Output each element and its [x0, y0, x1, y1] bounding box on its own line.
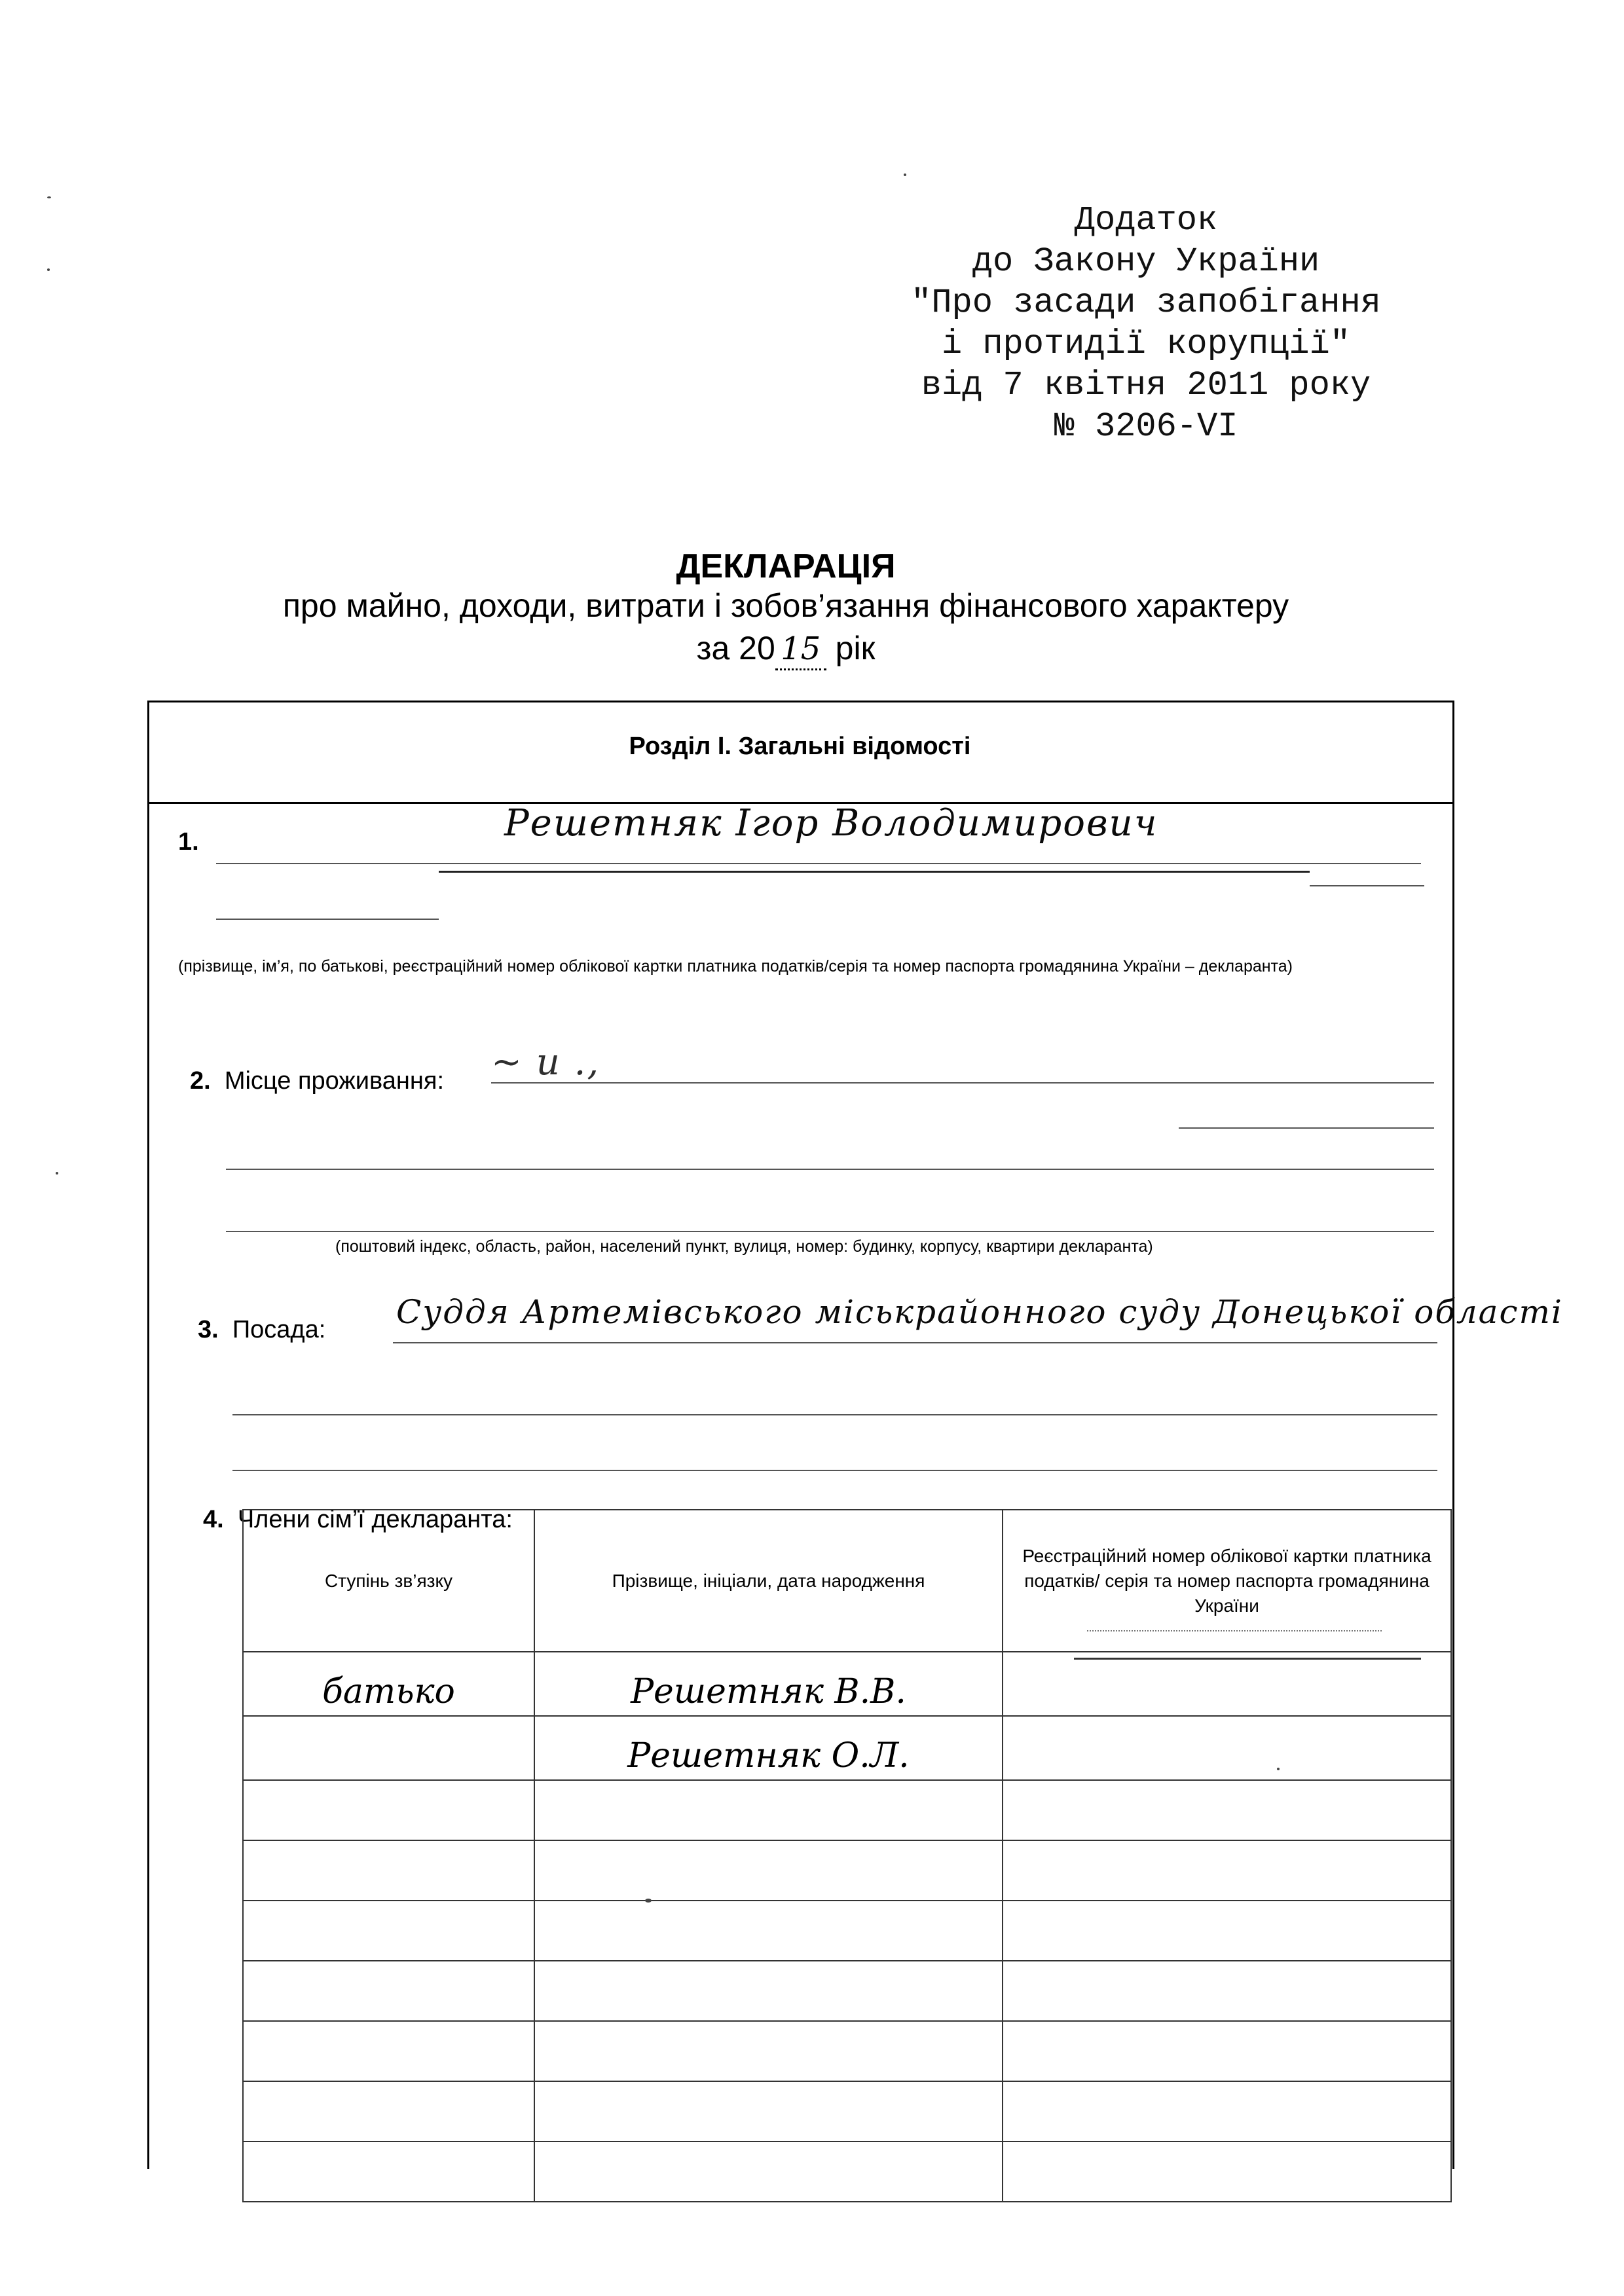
appendix-line-6: № 3206-VI	[1054, 407, 1238, 446]
item-3-line-3	[232, 1470, 1437, 1471]
item-1-underline	[439, 871, 1310, 873]
year-value: 15	[775, 629, 826, 670]
item-2-line-4	[226, 1231, 1434, 1232]
item-1-line-3	[216, 919, 439, 920]
tax-id-cell	[1003, 1716, 1451, 1780]
declaration-year	[131, 629, 1441, 670]
item-1-number: 1.	[178, 828, 199, 856]
item-3-line-1	[393, 1342, 1437, 1343]
position-value: Суддя Артемівського міськрайонного суду Донецької області	[396, 1293, 1563, 1331]
appendix-line-1: Додаток	[1074, 201, 1218, 240]
column-name: Прізвище, ініціали, дата народження	[534, 1510, 1003, 1652]
item-3-line-2	[232, 1414, 1437, 1415]
item-2-line-3	[226, 1169, 1434, 1170]
item-1-line-1	[216, 863, 1421, 864]
table-row	[243, 1961, 1451, 2021]
item-2-line-2	[1179, 1127, 1434, 1129]
item-2-line-1	[491, 1082, 1434, 1084]
relation-cell	[243, 1716, 534, 1780]
scan-speck	[47, 196, 51, 198]
column-tax-id: Реєстраційний номер облікової картки платника податків/ серія та номер паспорта громадянина України	[1003, 1510, 1451, 1652]
relation-cell: батько	[243, 1652, 534, 1716]
tax-id-cell	[1003, 1652, 1451, 1716]
tax-id-mark-2	[1087, 1630, 1382, 1631]
item-2-caption: (поштовий індекс, область, район, населений пункт, вулиця, номер: будинку, корпусу, квартири декларанта)	[335, 1237, 1153, 1256]
name-cell: Решетняк В.В.	[534, 1652, 1003, 1716]
appendix-line-4: і протидії корупції"	[941, 325, 1351, 363]
table-row	[243, 2141, 1451, 2202]
table-row	[243, 1780, 1451, 1840]
appendix-line-3: "Про засади запобігання	[911, 283, 1381, 322]
declarant-name: Решетняк Ігор Володимирович	[504, 802, 1158, 845]
scan-speck	[645, 1899, 652, 1903]
residence-scribble: ~ и .,	[491, 1041, 600, 1084]
table-row	[243, 2081, 1451, 2141]
document-title: ДЕКЛАРАЦІЯ	[676, 547, 896, 585]
appendix-header	[851, 200, 1441, 447]
item-1-caption: (прізвище, ім’я, по батькові, реєстраційний номер облікової картки платника податків/серія та номер паспорта громадянина України – декларанта)	[178, 957, 1293, 975]
item-3-label: 3. Посада:	[198, 1316, 326, 1343]
table-row	[243, 1716, 1451, 1780]
section-title: Розділ І. Загальні відомості	[147, 723, 1452, 804]
table-row	[243, 1652, 1451, 1716]
year-prefix: за 20	[696, 630, 775, 666]
appendix-line-2: до Закону України	[972, 242, 1320, 281]
scan-speck	[1277, 1768, 1280, 1770]
scan-speck	[56, 1172, 58, 1175]
appendix-line-5: від 7 квітня 2011 року	[921, 366, 1371, 405]
item-2-label: 2. Місце проживання:	[190, 1067, 445, 1095]
table-row	[243, 2021, 1451, 2081]
name-cell: Решетняк О.Л.	[534, 1716, 1003, 1780]
column-relation: Ступінь зв’язку	[243, 1510, 534, 1652]
table-row	[243, 1901, 1451, 1961]
family-members-table	[242, 1509, 1452, 2202]
document-subtitle: про майно, доходи, витрати і зобов’язання фінансового характеру	[282, 587, 1289, 624]
scan-speck	[47, 268, 50, 271]
tax-id-mark-1	[1074, 1658, 1421, 1660]
item-1-line-2	[1310, 885, 1424, 886]
item-4-label: 4. Члени сім’ї декларанта:	[203, 1506, 513, 1533]
year-suffix: рік	[835, 630, 876, 666]
scan-speck	[904, 173, 906, 176]
table-row	[243, 1840, 1451, 1901]
